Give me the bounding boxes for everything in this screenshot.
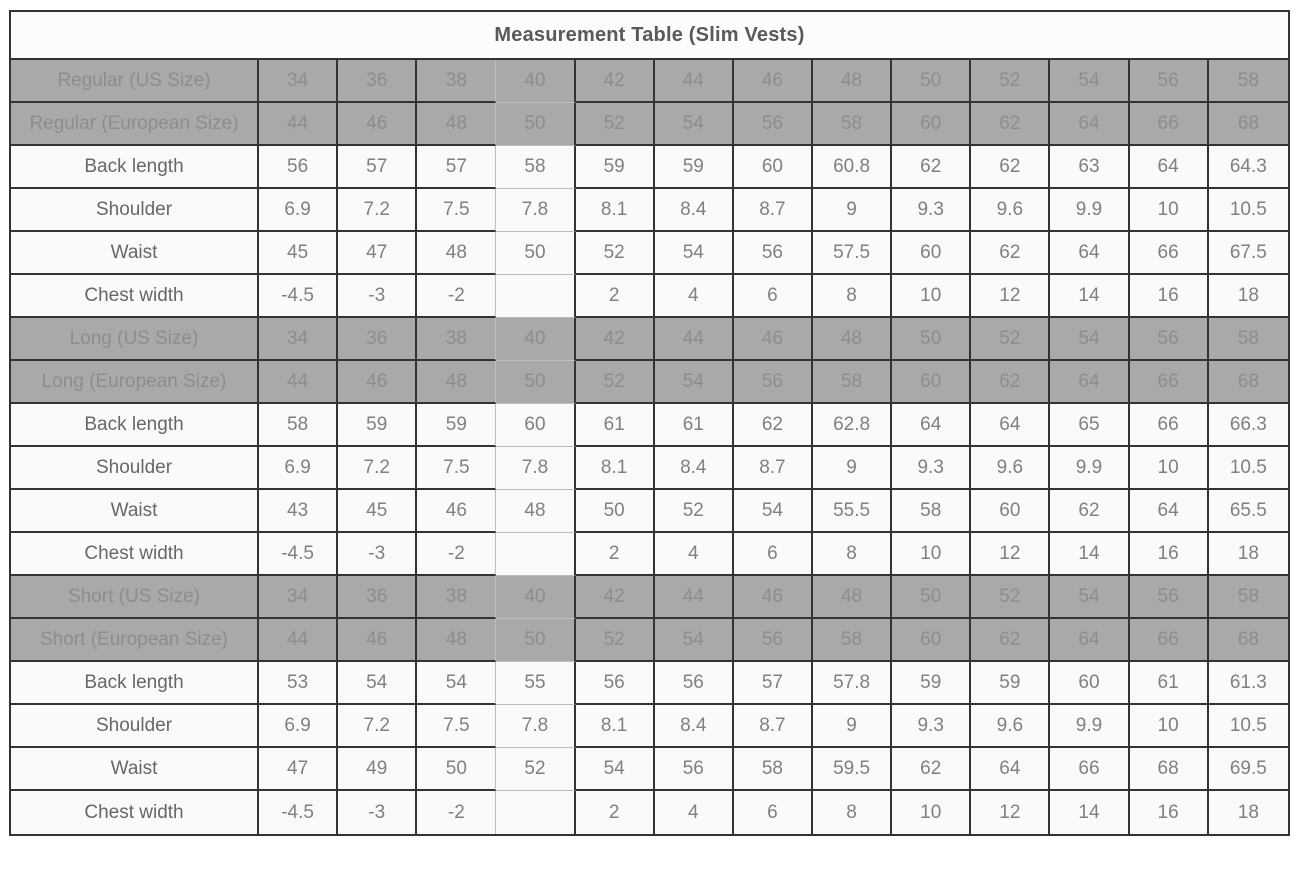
measurement-row — [11, 533, 1288, 576]
value-cell: 53 — [259, 662, 338, 705]
value-cell: 50 — [576, 490, 655, 533]
value-cell: 68 — [1130, 748, 1209, 791]
value-cell: 66 — [1050, 748, 1129, 791]
value-cell: 6.9 — [259, 189, 338, 232]
value-cell: 9.9 — [1050, 447, 1129, 490]
value-cell: 48 — [417, 232, 496, 275]
value-cell: 55.5 — [813, 490, 892, 533]
value-cell: 7.2 — [338, 705, 417, 748]
value-cell: 10 — [1130, 189, 1209, 232]
size-cell[interactable]: 58 — [813, 103, 892, 146]
size-cell[interactable]: 38 — [417, 60, 496, 103]
value-cell: 18 — [1209, 791, 1288, 834]
value-cell: 45 — [259, 232, 338, 275]
value-cell: 7.5 — [417, 705, 496, 748]
value-cell: 7.8 — [496, 189, 575, 232]
value-cell: 62.8 — [813, 404, 892, 447]
value-cell: 6 — [734, 275, 813, 318]
value-cell: 9.3 — [892, 447, 971, 490]
value-cell: -4.5 — [259, 275, 338, 318]
size-cell[interactable]: 62 — [971, 619, 1050, 662]
size-cell[interactable]: 64 — [1050, 361, 1129, 404]
value-cell: 10.5 — [1209, 447, 1288, 490]
value-cell: 8 — [813, 275, 892, 318]
value-cell — [496, 791, 575, 834]
value-cell: 16 — [1130, 533, 1209, 576]
row-label: Back length — [11, 662, 259, 705]
size-cell[interactable]: 46 — [734, 318, 813, 361]
value-cell: 8.4 — [655, 705, 734, 748]
row-label: Chest width — [11, 791, 259, 834]
value-cell: 62 — [971, 232, 1050, 275]
measurement-row — [11, 490, 1288, 533]
size-cell[interactable]: 50 — [496, 619, 575, 662]
value-cell: -3 — [338, 791, 417, 834]
value-cell: 58 — [892, 490, 971, 533]
size-cell[interactable]: 42 — [576, 576, 655, 619]
size-cell[interactable]: 54 — [1050, 576, 1129, 619]
size-cell[interactable]: 48 — [813, 60, 892, 103]
size-cell[interactable]: 60 — [892, 361, 971, 404]
value-cell: 10 — [892, 791, 971, 834]
value-cell: 10 — [892, 275, 971, 318]
size-cell[interactable]: 58 — [1209, 576, 1288, 619]
value-cell: 14 — [1050, 791, 1129, 834]
value-cell: -3 — [338, 533, 417, 576]
value-cell: 46 — [417, 490, 496, 533]
value-cell: 62 — [892, 748, 971, 791]
size-cell[interactable]: 54 — [655, 103, 734, 146]
value-cell: 10.5 — [1209, 189, 1288, 232]
size-cell[interactable]: 38 — [417, 576, 496, 619]
value-cell: 50 — [496, 232, 575, 275]
value-cell: 9.3 — [892, 189, 971, 232]
value-cell: 9.6 — [971, 447, 1050, 490]
size-cell[interactable]: 46 — [338, 103, 417, 146]
size-cell[interactable]: 52 — [576, 103, 655, 146]
value-cell: 8.7 — [734, 447, 813, 490]
value-cell: 8.7 — [734, 189, 813, 232]
size-cell[interactable]: 56 — [734, 619, 813, 662]
table-title: Measurement Table (Slim Vests) — [11, 12, 1288, 60]
value-cell: 9 — [813, 189, 892, 232]
value-cell: 64 — [1050, 232, 1129, 275]
value-cell: 59 — [971, 662, 1050, 705]
value-cell: 12 — [971, 533, 1050, 576]
value-cell: -3 — [338, 275, 417, 318]
value-cell: 57 — [417, 146, 496, 189]
row-label: Waist — [11, 490, 259, 533]
row-label: Shoulder — [11, 705, 259, 748]
size-cell[interactable]: 52 — [971, 318, 1050, 361]
size-cell[interactable]: 62 — [971, 361, 1050, 404]
size-cell[interactable]: 60 — [892, 619, 971, 662]
value-cell: -2 — [417, 791, 496, 834]
value-cell: 61.3 — [1209, 662, 1288, 705]
value-cell: 9 — [813, 705, 892, 748]
value-cell — [496, 275, 575, 318]
value-cell: 8.4 — [655, 447, 734, 490]
value-cell: 64 — [971, 748, 1050, 791]
size-cell[interactable]: 50 — [892, 576, 971, 619]
value-cell — [496, 533, 575, 576]
size-cell[interactable]: 50 — [496, 103, 575, 146]
size-cell[interactable]: 46 — [734, 60, 813, 103]
value-cell: 8.7 — [734, 705, 813, 748]
row-label: Short (European Size) — [11, 619, 259, 662]
value-cell: 2 — [576, 275, 655, 318]
value-cell: 14 — [1050, 533, 1129, 576]
size-header-row — [11, 60, 1288, 103]
value-cell: 8 — [813, 533, 892, 576]
value-cell: 65 — [1050, 404, 1129, 447]
value-cell: 54 — [734, 490, 813, 533]
measurement-row — [11, 791, 1288, 834]
size-cell[interactable]: 64 — [1050, 103, 1129, 146]
size-cell[interactable]: 40 — [496, 318, 575, 361]
size-cell[interactable]: 58 — [813, 361, 892, 404]
value-cell: 61 — [576, 404, 655, 447]
size-cell[interactable]: 68 — [1209, 103, 1288, 146]
size-cell[interactable]: 46 — [734, 576, 813, 619]
value-cell: 54 — [417, 662, 496, 705]
value-cell: 64 — [1130, 490, 1209, 533]
value-cell: 66.3 — [1209, 404, 1288, 447]
size-cell[interactable]: 40 — [496, 576, 575, 619]
value-cell: 8.4 — [655, 189, 734, 232]
size-cell[interactable]: 54 — [1050, 318, 1129, 361]
row-label: Regular (US Size) — [11, 60, 259, 103]
value-cell: 7.8 — [496, 447, 575, 490]
value-cell: 10 — [1130, 705, 1209, 748]
value-cell: 7.8 — [496, 705, 575, 748]
size-cell[interactable]: 60 — [892, 103, 971, 146]
size-cell[interactable]: 58 — [1209, 318, 1288, 361]
value-cell: 2 — [576, 533, 655, 576]
value-cell: 10 — [1130, 447, 1209, 490]
value-cell: 18 — [1209, 533, 1288, 576]
value-cell: 54 — [576, 748, 655, 791]
value-cell: 57 — [338, 146, 417, 189]
value-cell: 58 — [259, 404, 338, 447]
size-cell[interactable]: 56 — [734, 103, 813, 146]
size-cell[interactable]: 48 — [813, 576, 892, 619]
value-cell: 60.8 — [813, 146, 892, 189]
size-cell[interactable]: 58 — [1209, 60, 1288, 103]
row-label: Back length — [11, 404, 259, 447]
row-label: Shoulder — [11, 447, 259, 490]
value-cell: 8.1 — [576, 447, 655, 490]
value-cell: 49 — [338, 748, 417, 791]
value-cell: 56 — [576, 662, 655, 705]
value-cell: 6.9 — [259, 447, 338, 490]
measurement-row — [11, 404, 1288, 447]
value-cell: 47 — [259, 748, 338, 791]
measurement-row — [11, 146, 1288, 189]
value-cell: 64 — [1130, 146, 1209, 189]
row-label: Waist — [11, 232, 259, 275]
row-label: Chest width — [11, 275, 259, 318]
value-cell: 50 — [417, 748, 496, 791]
size-header-row — [11, 103, 1288, 146]
value-cell: 57.8 — [813, 662, 892, 705]
value-cell: 59 — [338, 404, 417, 447]
value-cell: 7.5 — [417, 189, 496, 232]
measurement-row — [11, 275, 1288, 318]
value-cell: 57.5 — [813, 232, 892, 275]
value-cell: 56 — [259, 146, 338, 189]
value-cell: 4 — [655, 791, 734, 834]
size-cell[interactable]: 54 — [655, 619, 734, 662]
value-cell: 56 — [655, 662, 734, 705]
row-label: Short (US Size) — [11, 576, 259, 619]
size-cell[interactable]: 52 — [971, 576, 1050, 619]
size-cell[interactable]: 36 — [338, 318, 417, 361]
size-cell[interactable]: 52 — [576, 361, 655, 404]
value-cell: 58 — [496, 146, 575, 189]
size-cell[interactable]: 48 — [813, 318, 892, 361]
value-cell: 55 — [496, 662, 575, 705]
size-cell[interactable]: 36 — [338, 576, 417, 619]
size-cell[interactable]: 68 — [1209, 361, 1288, 404]
size-cell[interactable]: 62 — [971, 103, 1050, 146]
value-cell: 9.6 — [971, 189, 1050, 232]
size-header-row — [11, 619, 1288, 662]
value-cell: 62 — [892, 146, 971, 189]
value-cell: 60 — [971, 490, 1050, 533]
value-cell: 54 — [655, 232, 734, 275]
value-cell: 63 — [1050, 146, 1129, 189]
value-cell: 52 — [576, 232, 655, 275]
size-header-row — [11, 361, 1288, 404]
value-cell: -4.5 — [259, 791, 338, 834]
value-cell: 62 — [971, 146, 1050, 189]
size-cell[interactable]: 40 — [496, 60, 575, 103]
value-cell: 7.5 — [417, 447, 496, 490]
value-cell: 7.2 — [338, 189, 417, 232]
size-cell[interactable]: 44 — [655, 576, 734, 619]
size-cell[interactable]: 42 — [576, 60, 655, 103]
row-label: Waist — [11, 748, 259, 791]
value-cell: -2 — [417, 275, 496, 318]
size-cell[interactable]: 48 — [417, 361, 496, 404]
title-row — [11, 12, 1288, 60]
value-cell: 54 — [338, 662, 417, 705]
size-cell[interactable]: 58 — [813, 619, 892, 662]
value-cell: 43 — [259, 490, 338, 533]
measurement-row — [11, 705, 1288, 748]
value-cell: 6 — [734, 533, 813, 576]
value-cell: 65.5 — [1209, 490, 1288, 533]
size-cell[interactable]: 54 — [655, 361, 734, 404]
size-cell[interactable]: 56 — [1130, 318, 1209, 361]
value-cell: 64 — [892, 404, 971, 447]
value-cell: 9.9 — [1050, 189, 1129, 232]
value-cell: 14 — [1050, 275, 1129, 318]
size-cell[interactable]: 42 — [576, 318, 655, 361]
value-cell: 9 — [813, 447, 892, 490]
row-label: Back length — [11, 146, 259, 189]
row-label: Chest width — [11, 533, 259, 576]
size-header-row — [11, 576, 1288, 619]
value-cell: 16 — [1130, 791, 1209, 834]
size-cell[interactable]: 34 — [259, 60, 338, 103]
row-label: Long (US Size) — [11, 318, 259, 361]
size-cell[interactable]: 48 — [417, 103, 496, 146]
value-cell: -2 — [417, 533, 496, 576]
size-cell[interactable]: 56 — [1130, 576, 1209, 619]
value-cell: 66 — [1130, 404, 1209, 447]
value-cell: 61 — [655, 404, 734, 447]
value-cell: 7.2 — [338, 447, 417, 490]
value-cell: 67.5 — [1209, 232, 1288, 275]
size-cell[interactable]: 34 — [259, 318, 338, 361]
measurement-row — [11, 447, 1288, 490]
size-cell[interactable]: 52 — [576, 619, 655, 662]
value-cell: 9.9 — [1050, 705, 1129, 748]
value-cell: 18 — [1209, 275, 1288, 318]
size-cell[interactable]: 44 — [259, 103, 338, 146]
value-cell: 61 — [1130, 662, 1209, 705]
value-cell: 10 — [892, 533, 971, 576]
size-cell[interactable]: 64 — [1050, 619, 1129, 662]
size-cell[interactable]: 66 — [1130, 361, 1209, 404]
size-header-row — [11, 318, 1288, 361]
value-cell: 56 — [655, 748, 734, 791]
size-cell[interactable]: 68 — [1209, 619, 1288, 662]
value-cell: 9.3 — [892, 705, 971, 748]
size-cell[interactable]: 46 — [338, 361, 417, 404]
size-cell[interactable]: 66 — [1130, 103, 1209, 146]
value-cell: 59 — [576, 146, 655, 189]
size-cell[interactable]: 36 — [338, 60, 417, 103]
size-cell[interactable]: 54 — [1050, 60, 1129, 103]
value-cell: 45 — [338, 490, 417, 533]
value-cell: 56 — [734, 232, 813, 275]
value-cell: 8.1 — [576, 705, 655, 748]
value-cell: 8.1 — [576, 189, 655, 232]
measurement-row — [11, 662, 1288, 705]
value-cell: 52 — [655, 490, 734, 533]
size-cell[interactable]: 48 — [417, 619, 496, 662]
size-cell[interactable]: 50 — [892, 318, 971, 361]
size-cell[interactable]: 56 — [734, 361, 813, 404]
value-cell: 62 — [1050, 490, 1129, 533]
value-cell: 64 — [971, 404, 1050, 447]
row-label: Long (European Size) — [11, 361, 259, 404]
size-cell[interactable]: 56 — [1130, 60, 1209, 103]
measurement-row — [11, 748, 1288, 791]
value-cell: 10.5 — [1209, 705, 1288, 748]
size-cell[interactable]: 50 — [496, 361, 575, 404]
size-cell[interactable]: 50 — [892, 60, 971, 103]
size-cell[interactable]: 38 — [417, 318, 496, 361]
size-cell[interactable]: 44 — [259, 361, 338, 404]
size-cell[interactable]: 52 — [971, 60, 1050, 103]
value-cell: 59 — [655, 146, 734, 189]
value-cell: -4.5 — [259, 533, 338, 576]
size-cell[interactable]: 44 — [655, 60, 734, 103]
value-cell: 64.3 — [1209, 146, 1288, 189]
value-cell: 6 — [734, 791, 813, 834]
value-cell: 16 — [1130, 275, 1209, 318]
value-cell: 4 — [655, 533, 734, 576]
value-cell: 57 — [734, 662, 813, 705]
value-cell: 66 — [1130, 232, 1209, 275]
value-cell: 4 — [655, 275, 734, 318]
value-cell: 59.5 — [813, 748, 892, 791]
value-cell: 6.9 — [259, 705, 338, 748]
value-cell: 60 — [496, 404, 575, 447]
measurement-row — [11, 232, 1288, 275]
size-cell[interactable]: 34 — [259, 576, 338, 619]
value-cell: 60 — [734, 146, 813, 189]
value-cell: 69.5 — [1209, 748, 1288, 791]
value-cell: 59 — [892, 662, 971, 705]
value-cell: 60 — [892, 232, 971, 275]
measurement-table — [9, 10, 1290, 836]
value-cell: 62 — [734, 404, 813, 447]
value-cell: 60 — [1050, 662, 1129, 705]
row-label: Regular (European Size) — [11, 103, 259, 146]
value-cell: 8 — [813, 791, 892, 834]
value-cell: 58 — [734, 748, 813, 791]
value-cell: 12 — [971, 791, 1050, 834]
size-cell[interactable]: 44 — [655, 318, 734, 361]
size-cell[interactable]: 66 — [1130, 619, 1209, 662]
value-cell: 59 — [417, 404, 496, 447]
value-cell: 2 — [576, 791, 655, 834]
row-label: Shoulder — [11, 189, 259, 232]
value-cell: 48 — [496, 490, 575, 533]
measurement-row — [11, 189, 1288, 232]
value-cell: 12 — [971, 275, 1050, 318]
size-cell[interactable]: 44 — [259, 619, 338, 662]
value-cell: 52 — [496, 748, 575, 791]
value-cell: 9.6 — [971, 705, 1050, 748]
size-cell[interactable]: 46 — [338, 619, 417, 662]
value-cell: 47 — [338, 232, 417, 275]
